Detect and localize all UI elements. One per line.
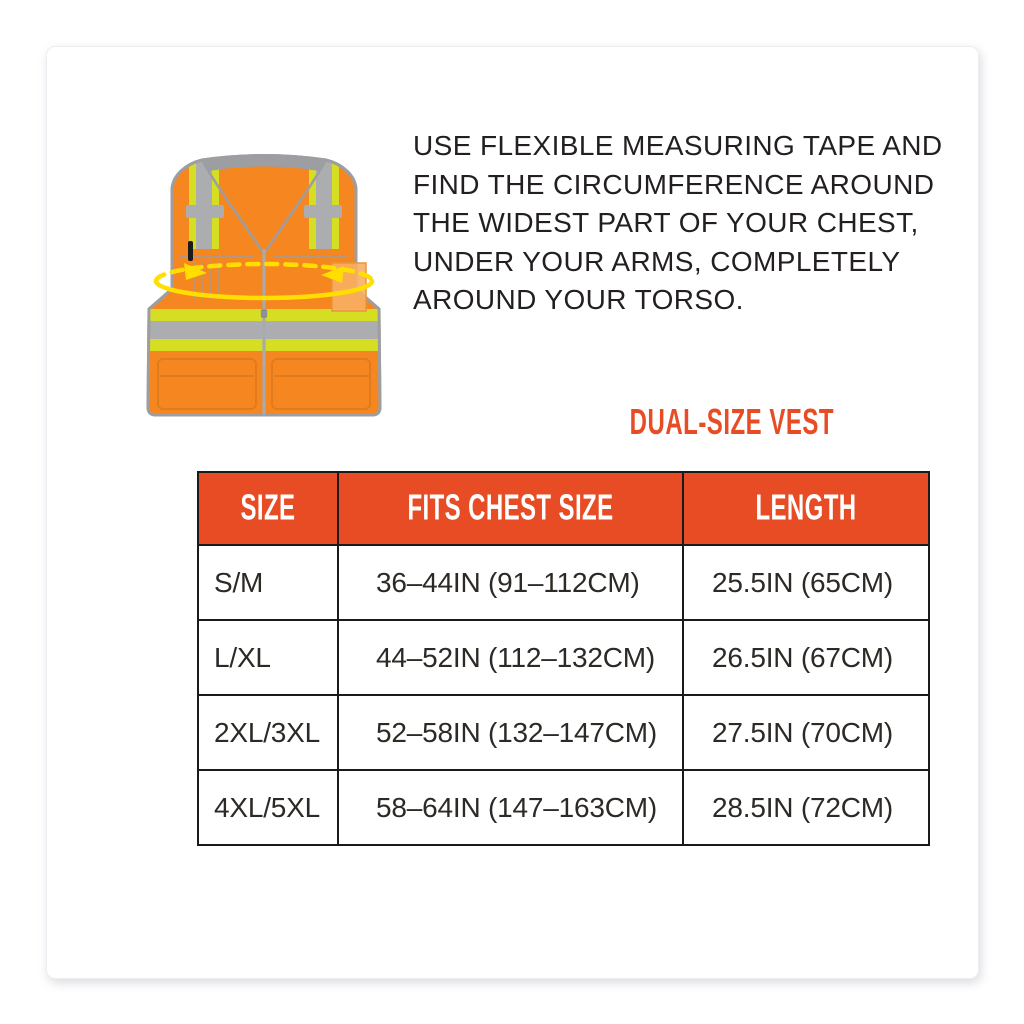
table-row	[198, 695, 929, 770]
table-title-text: DUAL-SIZE VEST	[629, 402, 834, 443]
cell-chest: 58–64IN (147–163CM)	[338, 770, 683, 845]
instruction-line: FIND THE CIRCUMFERENCE AROUND	[413, 168, 935, 200]
cell-chest: 36–44IN (91–112CM)	[338, 545, 683, 620]
cell-size: 2XL/3XL	[198, 695, 338, 770]
table-row	[198, 620, 929, 695]
size-table	[197, 471, 930, 846]
pen-icon	[188, 241, 193, 261]
instruction-line: AROUND YOUR TORSO.	[413, 284, 744, 315]
size-table-header	[198, 472, 929, 545]
table-row	[198, 545, 929, 620]
table-title	[629, 402, 834, 443]
cell-size: L/XL	[198, 620, 338, 695]
table-row	[198, 770, 929, 845]
column-header-length: LENGTH	[683, 472, 929, 545]
size-guide-card	[46, 46, 979, 979]
column-header-size: SIZE	[198, 472, 338, 545]
instruction-line: USE FLEXIBLE MEASURING TAPE AND	[413, 130, 943, 161]
cell-size: S/M	[198, 545, 338, 620]
instruction-text	[413, 127, 943, 320]
cell-chest: 52–58IN (132–147CM)	[338, 695, 683, 770]
cell-length: 28.5IN (72CM)	[683, 770, 929, 845]
safety-vest-illustration	[144, 149, 384, 419]
cell-length: 25.5IN (65CM)	[683, 545, 929, 620]
cell-length: 26.5IN (67CM)	[683, 620, 929, 695]
cell-length: 27.5IN (70CM)	[683, 695, 929, 770]
cell-chest: 44–52IN (112–132CM)	[338, 620, 683, 695]
column-header-chest: FITS CHEST SIZE	[338, 472, 683, 545]
instruction-line: THE WIDEST PART OF YOUR CHEST,	[413, 207, 919, 238]
cell-size: 4XL/5XL	[198, 770, 338, 845]
instruction-line: UNDER YOUR ARMS, COMPLETELY	[413, 245, 901, 277]
